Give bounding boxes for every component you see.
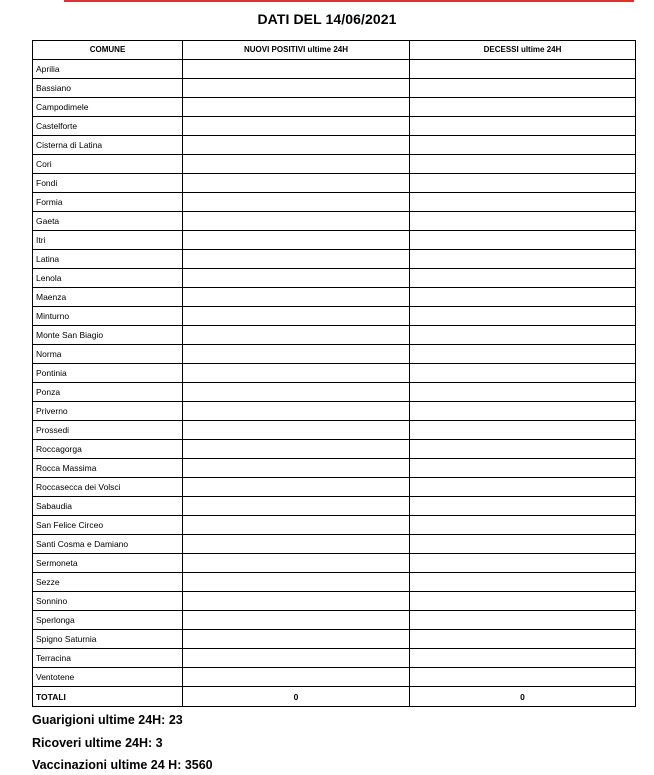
cell-decessi — [410, 592, 636, 611]
cell-comune: Terracina — [33, 649, 183, 668]
cell-decessi — [410, 155, 636, 174]
cell-nuovi-positivi — [183, 440, 410, 459]
cell-decessi — [410, 136, 636, 155]
totals-decessi: 0 — [410, 687, 636, 707]
cell-comune: Ponza — [33, 383, 183, 402]
header-decessi: DECESSI ultime 24H — [410, 41, 636, 60]
cell-comune: San Felice Circeo — [33, 516, 183, 535]
cell-comune: Sermoneta — [33, 554, 183, 573]
cell-decessi — [410, 364, 636, 383]
table-row — [33, 440, 636, 459]
header-comune: COMUNE — [33, 41, 183, 60]
cell-decessi — [410, 79, 636, 98]
cell-nuovi-positivi — [183, 592, 410, 611]
cell-nuovi-positivi — [183, 402, 410, 421]
cell-comune: Prossedi — [33, 421, 183, 440]
cell-nuovi-positivi — [183, 364, 410, 383]
cell-nuovi-positivi — [183, 60, 410, 79]
cell-comune: Rocca Massima — [33, 459, 183, 478]
cell-decessi — [410, 497, 636, 516]
cell-nuovi-positivi — [183, 288, 410, 307]
cell-nuovi-positivi — [183, 421, 410, 440]
cell-decessi — [410, 421, 636, 440]
cell-decessi — [410, 193, 636, 212]
cell-nuovi-positivi — [183, 193, 410, 212]
table-header-row — [33, 41, 636, 60]
cell-comune: Cori — [33, 155, 183, 174]
cell-comune: Priverno — [33, 402, 183, 421]
cell-decessi — [410, 60, 636, 79]
cell-comune: Lenola — [33, 269, 183, 288]
cell-nuovi-positivi — [183, 250, 410, 269]
comuni-data-table — [32, 40, 636, 707]
cell-decessi — [410, 117, 636, 136]
summary-vaccinazioni: Vaccinazioni ultime 24 H: 3560 — [32, 758, 213, 772]
cell-comune: Campodimele — [33, 98, 183, 117]
table-row — [33, 497, 636, 516]
cell-decessi — [410, 174, 636, 193]
cell-nuovi-positivi — [183, 212, 410, 231]
cell-nuovi-positivi — [183, 630, 410, 649]
cell-nuovi-positivi — [183, 269, 410, 288]
cell-comune: Monte San Biagio — [33, 326, 183, 345]
table-row — [33, 649, 636, 668]
table-row — [33, 516, 636, 535]
cell-comune: Maenza — [33, 288, 183, 307]
table-row — [33, 668, 636, 687]
cell-decessi — [410, 212, 636, 231]
cell-decessi — [410, 326, 636, 345]
cell-nuovi-positivi — [183, 554, 410, 573]
cell-decessi — [410, 573, 636, 592]
table-row — [33, 231, 636, 250]
table-row — [33, 212, 636, 231]
cell-decessi — [410, 269, 636, 288]
cell-comune: Castelforte — [33, 117, 183, 136]
table-row — [33, 193, 636, 212]
cell-decessi — [410, 250, 636, 269]
table-row — [33, 573, 636, 592]
table-row — [33, 60, 636, 79]
cell-nuovi-positivi — [183, 668, 410, 687]
table-row — [33, 364, 636, 383]
cell-decessi — [410, 554, 636, 573]
table-row — [33, 117, 636, 136]
cell-decessi — [410, 98, 636, 117]
cell-comune: Sezze — [33, 573, 183, 592]
table-row — [33, 98, 636, 117]
cell-nuovi-positivi — [183, 497, 410, 516]
cell-decessi — [410, 478, 636, 497]
cell-nuovi-positivi — [183, 136, 410, 155]
cell-nuovi-positivi — [183, 174, 410, 193]
cell-comune: Aprilia — [33, 60, 183, 79]
cell-nuovi-positivi — [183, 155, 410, 174]
cell-nuovi-positivi — [183, 383, 410, 402]
table-row — [33, 250, 636, 269]
table-row — [33, 288, 636, 307]
summary-guarigioni: Guarigioni ultime 24H: 23 — [32, 713, 183, 727]
cell-nuovi-positivi — [183, 478, 410, 497]
table-row — [33, 79, 636, 98]
cell-decessi — [410, 668, 636, 687]
totals-row — [33, 687, 636, 707]
table-row — [33, 345, 636, 364]
cell-comune: Santi Cosma e Damiano — [33, 535, 183, 554]
table-row — [33, 554, 636, 573]
cell-nuovi-positivi — [183, 611, 410, 630]
cell-comune: Minturno — [33, 307, 183, 326]
cell-nuovi-positivi — [183, 307, 410, 326]
totals-label: TOTALI — [33, 687, 183, 707]
totals-nuovi-positivi: 0 — [183, 687, 410, 707]
table-row — [33, 174, 636, 193]
cell-decessi — [410, 440, 636, 459]
document-title: DATI DEL 14/06/2021 — [257, 11, 397, 27]
table-body — [33, 60, 636, 687]
cell-comune: Sperlonga — [33, 611, 183, 630]
table-row — [33, 592, 636, 611]
cell-decessi — [410, 649, 636, 668]
table-row — [33, 421, 636, 440]
table-row — [33, 535, 636, 554]
cell-decessi — [410, 535, 636, 554]
table-row — [33, 611, 636, 630]
table-row — [33, 478, 636, 497]
cell-nuovi-positivi — [183, 326, 410, 345]
cell-nuovi-positivi — [183, 98, 410, 117]
cell-nuovi-positivi — [183, 516, 410, 535]
cell-comune: Spigno Saturnia — [33, 630, 183, 649]
cell-comune: Sonnino — [33, 592, 183, 611]
cell-comune: Gaeta — [33, 212, 183, 231]
cell-decessi — [410, 630, 636, 649]
cell-decessi — [410, 345, 636, 364]
cell-nuovi-positivi — [183, 535, 410, 554]
cell-comune: Roccasecca dei Volsci — [33, 478, 183, 497]
cell-decessi — [410, 516, 636, 535]
table-row — [33, 459, 636, 478]
top-red-rule — [64, 0, 634, 2]
cell-nuovi-positivi — [183, 649, 410, 668]
cell-comune: Norma — [33, 345, 183, 364]
cell-comune: Roccagorga — [33, 440, 183, 459]
table-row — [33, 269, 636, 288]
cell-decessi — [410, 307, 636, 326]
cell-decessi — [410, 383, 636, 402]
header-nuovi-positivi: NUOVI POSITIVI ultime 24H — [183, 41, 410, 60]
cell-comune: Itri — [33, 231, 183, 250]
table-row — [33, 630, 636, 649]
summary-ricoveri: Ricoveri ultime 24H: 3 — [32, 736, 163, 750]
cell-nuovi-positivi — [183, 117, 410, 136]
table-row — [33, 307, 636, 326]
cell-decessi — [410, 611, 636, 630]
cell-comune: Pontinia — [33, 364, 183, 383]
table-row — [33, 136, 636, 155]
cell-comune: Sabaudia — [33, 497, 183, 516]
cell-decessi — [410, 402, 636, 421]
cell-comune: Cisterna di Latina — [33, 136, 183, 155]
table-row — [33, 402, 636, 421]
cell-comune: Latina — [33, 250, 183, 269]
cell-nuovi-positivi — [183, 231, 410, 250]
cell-nuovi-positivi — [183, 79, 410, 98]
cell-nuovi-positivi — [183, 345, 410, 364]
cell-comune: Ventotene — [33, 668, 183, 687]
cell-nuovi-positivi — [183, 459, 410, 478]
cell-decessi — [410, 288, 636, 307]
table-row — [33, 155, 636, 174]
cell-comune: Fondi — [33, 174, 183, 193]
cell-comune: Formia — [33, 193, 183, 212]
cell-decessi — [410, 459, 636, 478]
cell-comune: Bassiano — [33, 79, 183, 98]
table-row — [33, 326, 636, 345]
cell-decessi — [410, 231, 636, 250]
table-row — [33, 383, 636, 402]
cell-nuovi-positivi — [183, 573, 410, 592]
